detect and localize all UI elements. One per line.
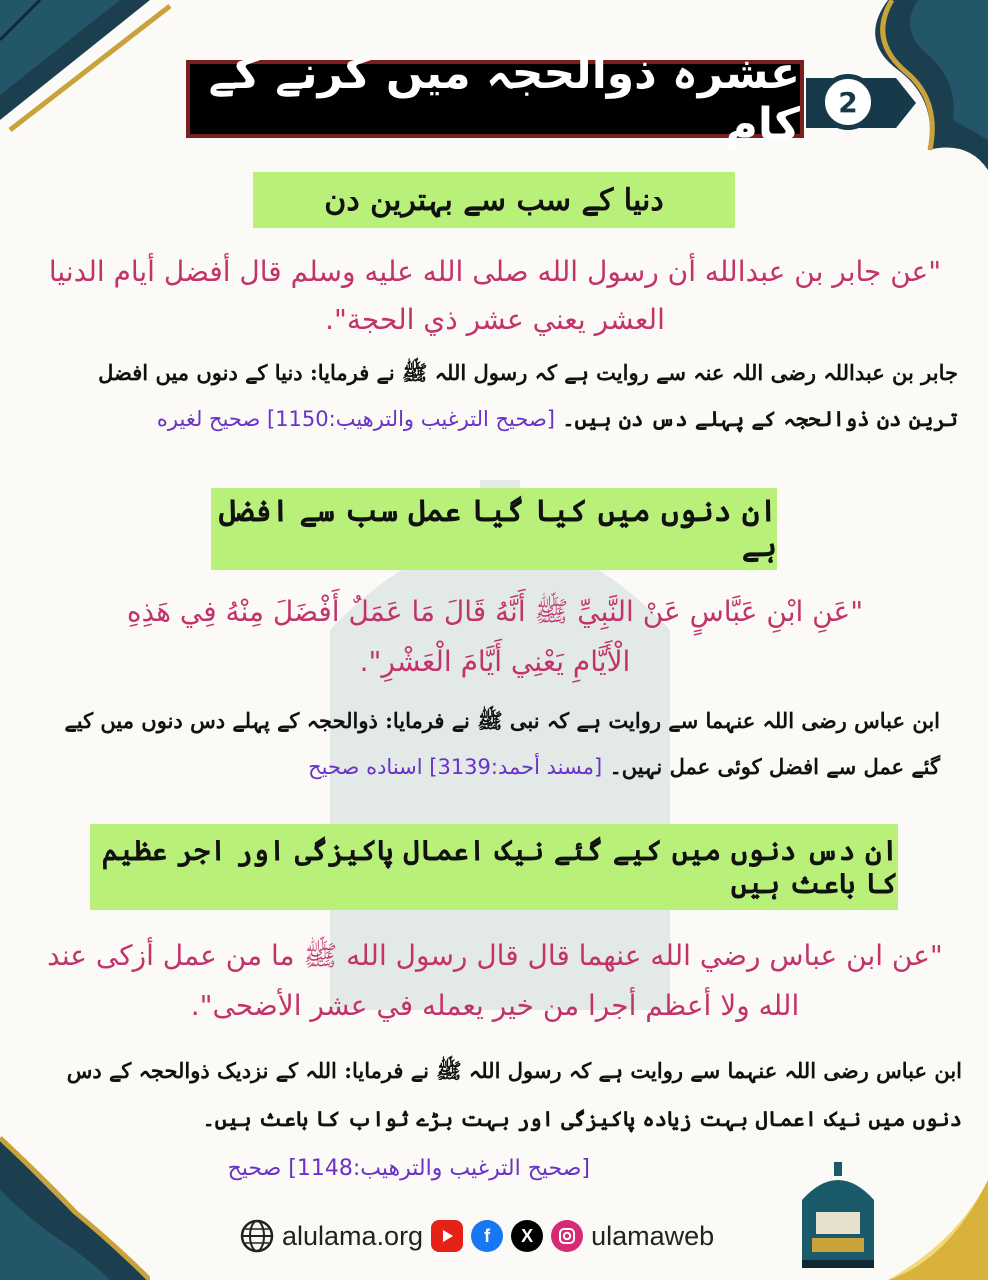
section-3-urdu-line-2: دنوں میں نیک اعمال بہت زیادہ پاکیزگی اور بہت بڑے ثواب کا باعث ہیں۔: [202, 1106, 962, 1131]
youtube-icon[interactable]: [431, 1220, 463, 1252]
section-2-reference: [مسند أحمد:3139] اسناده صحيح: [308, 755, 603, 779]
section-2-urdu-line-1: ابن عباس رضی اللہ عنہما سے روایت ہے کہ نبی ﷺ نے فرمایا: ذوالحجہ کے پہلے دس دنوں میں کیے: [64, 708, 940, 733]
section-1-urdu-line-2-text: ترین دن ذوالحجہ کے پہلے دس دن ہیں۔: [562, 406, 958, 431]
globe-icon[interactable]: [240, 1219, 274, 1253]
section-3-heading: ان دس دنوں میں کیے گئے نیک اعمال پاکیزگی اور اجر عظیم کا باعث ہیں: [90, 824, 898, 910]
x-icon[interactable]: X: [511, 1220, 543, 1252]
instagram-icon[interactable]: [551, 1220, 583, 1252]
section-1-urdu-line-2: [30, 398, 958, 440]
title-banner: [186, 48, 804, 150]
page-curl-bottom-right: [888, 1180, 988, 1280]
section-2-arabic-line-2: الْأَيَّامِ يَعْنِي أَيَّامَ الْعَشْرِ".: [359, 645, 631, 678]
social-handle[interactable]: ulamaweb: [591, 1220, 715, 1251]
footer: [240, 1210, 714, 1262]
section-1-heading: دنیا کے سب سے بہترین دن: [253, 172, 735, 228]
section-2-urdu-line-2: [40, 746, 940, 788]
section-2-urdu-line-2-text: گئے عمل سے افضل کوئی عمل نہیں۔: [609, 754, 940, 779]
page-title: عشرہ ذوالحجہ میں کرنے کے کام: [208, 48, 800, 150]
website-link[interactable]: alulama.org: [282, 1220, 424, 1251]
section-3-arabic-line-1: "عن ابن عباس رضي الله عنهما قال قال رسول الله ﷺ ما من عمل أزكى عند: [47, 939, 943, 972]
section-1-arabic-line-1: "عن جابر بن عبدالله أن رسول الله صلى الله عليه وسلم قال أفضل أيام الدنيا: [48, 255, 942, 288]
section-2-arabic-line-1: "عَنِ ابْنِ عَبَّاسٍ عَنْ النَّبِيِّ ﷺ أَنَّهُ قَالَ مَا عَمَلٌ أَفْضَلَ مِنْهُ فِي هَذِهِ: [126, 595, 864, 628]
corner-ornament-bottom-left: [0, 1120, 150, 1280]
alulama-logo: [798, 1160, 878, 1270]
facebook-icon[interactable]: f: [471, 1220, 503, 1252]
section-1-arabic-line-2: العشر يعني عشر ذي الحجة".: [325, 303, 665, 336]
section-1-reference: [صحيح الترغيب والترهيب:1150] صحيح لغيره: [156, 407, 555, 431]
corner-ornament-top-left: [0, 0, 190, 140]
section-3-reference: [صحيح الترغيب والترهيب:1148] صحيح: [227, 1156, 590, 1181]
section-2-heading: ان دنوں میں کیا گیا عمل سب سے افضل ہے: [211, 488, 777, 570]
section-3-urdu-line-1: ابن عباس رضی اللہ عنہما سے روایت ہے کہ رسول اللہ ﷺ نے فرمایا: اللہ کے نزدیک ذوالحجہ کے دس: [66, 1058, 962, 1083]
section-3-arabic-line-2: الله ولا أعظم أجرا من خير يعمله في عشر الأضحى".: [190, 989, 800, 1022]
section-1-urdu-line-1: جابر بن عبداللہ رضی اللہ عنہ سے روایت ہے کہ رسول اللہ ﷺ نے فرمایا: دنیا کے دنوں میں افضل: [98, 360, 958, 385]
section-number-badge: 2: [820, 74, 876, 130]
